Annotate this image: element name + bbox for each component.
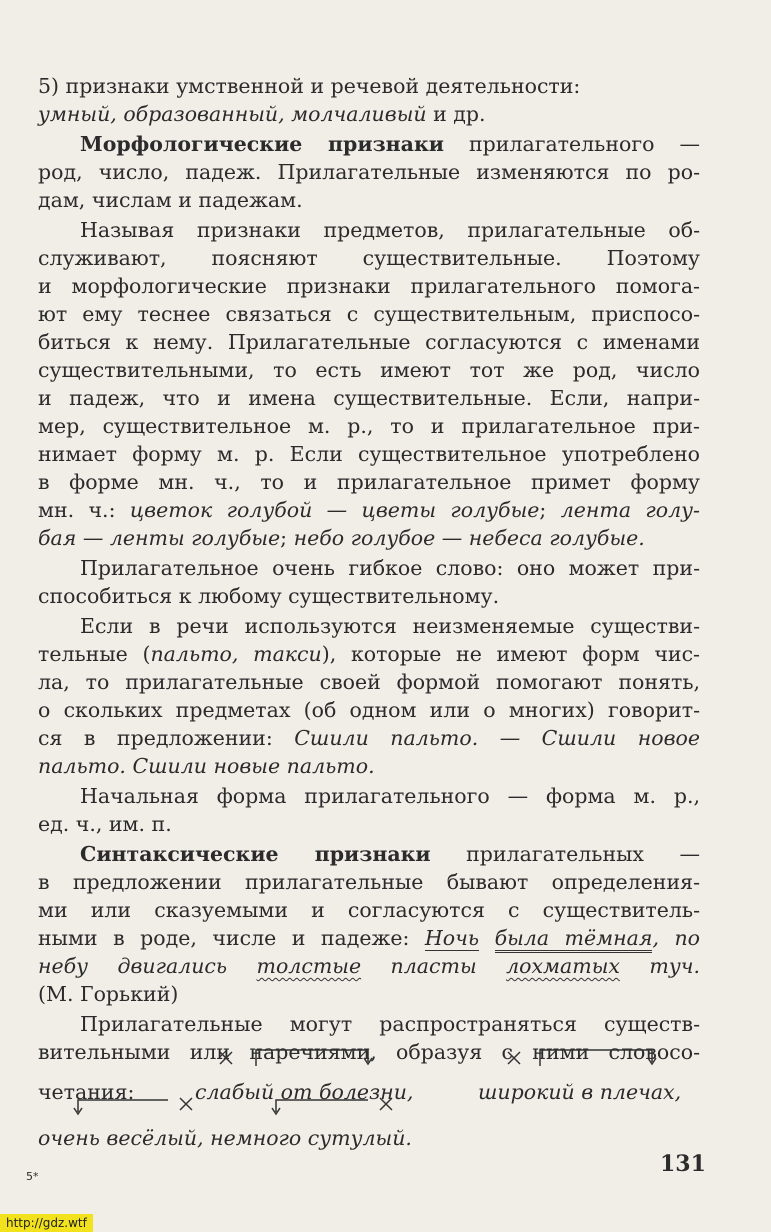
text-line: Если в речи используются неизменяемые существи- <box>80 614 700 638</box>
text-line: ют ему теснее связаться с существительным, приспосо- <box>38 302 700 326</box>
text-line: о скольких предметах (об одном или о многих) говорит- <box>38 698 700 722</box>
text-line: ми или сказуемыми и согласуются с существитель- <box>38 898 700 922</box>
text-line: вительными или наречиями, образуя с ними словосо- <box>38 1040 700 1064</box>
text-line: небу двигались толстые пласты лохматых туч. <box>38 954 700 978</box>
source-url-link[interactable]: http://gdz.wtf <box>0 1214 93 1232</box>
text-line: четания: слабый от болезни, широкий в плечах, <box>38 1080 682 1104</box>
text-line: ла, то прилагательные своей формой помогают понять, <box>38 670 700 694</box>
text-line: Начальная форма прилагательного — форма м. р., <box>80 784 700 808</box>
text-line: пальто. Сшили новые пальто. <box>38 754 375 778</box>
text-line: нимает форму м. р. Если существительное употреблено <box>38 442 700 466</box>
text-line: 5) признаки умственной и речевой деятельности: <box>38 74 581 98</box>
text-line: служивают, поясняют существительные. Поэтому <box>38 246 700 270</box>
text-line: в предложении прилагательные бывают определения- <box>38 870 700 894</box>
subject-underline: Ночь <box>424 926 480 950</box>
text-line: и морфологические признаки прилагательного помога- <box>38 274 700 298</box>
text-line: дам, числам и падежам. <box>38 188 303 212</box>
arrow-head <box>272 1108 280 1114</box>
text-line: Называя признаки предметов, прилагательные об- <box>80 218 700 242</box>
text-line: Синтаксические признаки прилагательных — <box>80 842 700 866</box>
text-line: умный, образованный, молчаливый и др. <box>38 102 486 126</box>
phrase-example: широкий в плечах, <box>478 1080 682 1104</box>
page-number: 131 <box>660 1151 706 1177</box>
text-line: способиться к любому существительному. <box>38 584 500 608</box>
text-line: ся в предложении: Сшили пальто. — Сшили новое <box>38 726 700 750</box>
text-line: Морфологические признаки прилагательного — <box>80 132 700 156</box>
text-line: род, число, падеж. Прилагательные изменяются по ро- <box>38 160 700 184</box>
text-line: Прилагательное очень гибкое слово: оно может при- <box>80 556 700 580</box>
text-line: мер, существительное м. р., то и прилагательное при- <box>38 414 700 438</box>
text-line: бая — ленты голубые; небо голубое — небеса голубые. <box>38 526 645 550</box>
attribute-underline: лохматых <box>506 954 620 978</box>
signature-mark: 5* <box>26 1170 39 1183</box>
text-line: и падеж, что и имена существительные. Если, напри- <box>38 386 700 410</box>
text-line: ед. ч., им. п. <box>38 812 172 836</box>
text-line: в форме мн. ч., то и прилагательное примет форму <box>38 470 700 494</box>
arrow-head <box>74 1108 82 1114</box>
text-line: тельные (пальто, такси), которые не имеют форм чис- <box>38 642 700 666</box>
text-line: Прилагательные могут распространяться существ- <box>80 1012 700 1036</box>
text-line: (М. Горький) <box>38 982 179 1006</box>
phrase-example: слабый от болезни, <box>195 1080 414 1104</box>
text-line: биться к нему. Прилагательные согласуются с именами <box>38 330 700 354</box>
text-line: существительными, то есть имеют тот же род, число <box>38 358 700 382</box>
attribute-underline: толстые <box>256 954 362 978</box>
predicate-underline: была тёмная <box>495 926 653 953</box>
text-line: ными в роде, числе и падеже: Ночь была тёмная, по <box>38 924 700 952</box>
text-line: мн. ч.: цветок голубой — цветы голубые; лента голу- <box>38 498 700 522</box>
text-line: очень весёлый, немного сутулый. <box>38 1126 412 1150</box>
